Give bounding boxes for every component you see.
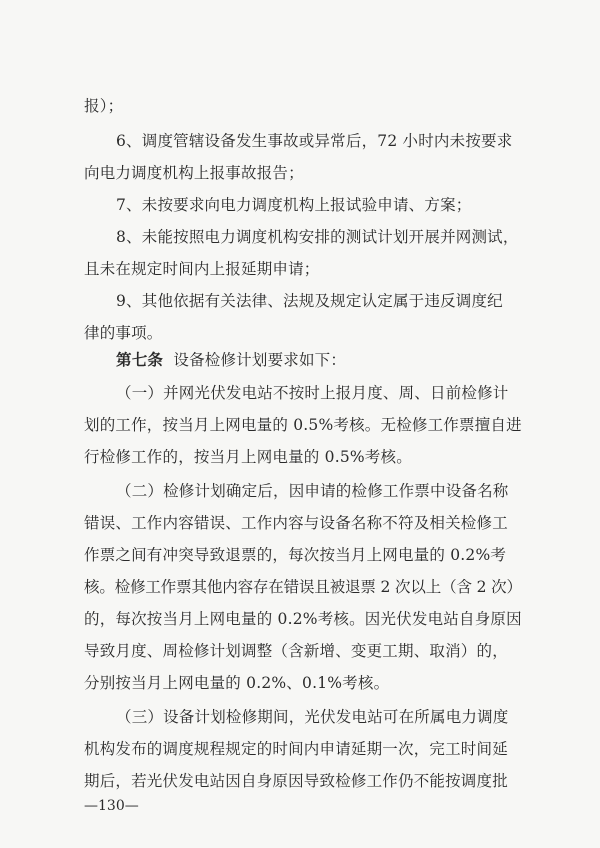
text-line: （二）检修计划确定后，因申请的检修工作票中设备名称 (116, 482, 509, 500)
text-line: 导致月度、周检修计划调整（含新增、变更工期、取消）的， (84, 642, 508, 660)
text-line: （一）并网光伏发电站不按时上报月度、周、日前检修计 (116, 384, 509, 402)
text-line: 8、未能按照电力调度机构安排的测试计划开展并网测试， (116, 228, 519, 246)
text-line: 核。检修工作票其他内容存在错误且被退票 2 次以上（含 2 次） (84, 578, 522, 596)
text-line: 期后，若光伏发电站因自身原因导致检修工作仍不能按调度批 (84, 772, 508, 790)
text-line: 分别按当月上网电量的 0.2%、0.1%考核。 (84, 674, 390, 692)
article-line (116, 350, 346, 370)
page-number: —130— (84, 798, 139, 814)
text-line: 机构发布的调度规程规定的时间内申请延期一次，完工时间延 (84, 740, 508, 758)
text-line: 7、未按要求向电力调度机构上报试验申请、方案； (116, 196, 472, 214)
text-line: 9、其他依据有关法律、法规及规定认定属于违反调度纪 (116, 292, 503, 310)
text-line: 作票之间有冲突导致退票的，每次按当月上网电量的 0.2%考 (84, 546, 507, 564)
text-line: 且未在规定时间内上报延期申请； (84, 260, 320, 278)
text-line: 错误、工作内容错误、工作内容与设备名称不符及相关检修工 (84, 514, 508, 532)
text-line: 划的工作，按当月上网电量的 0.5%考核。无检修工作票擅自进 (84, 416, 522, 434)
article-heading: 第七条 (116, 350, 164, 369)
text-line: 6、调度管辖设备发生事故或异常后，72 小时内未按要求 (116, 132, 513, 150)
text-line: 报）； (84, 97, 124, 115)
text-line: 行检修工作的，按当月上网电量的 0.5%考核。 (84, 448, 412, 466)
text-line: 律的事项。 (84, 324, 163, 342)
text-line: （三）设备计划检修期间，光伏发电站可在所属电力调度 (116, 708, 509, 726)
text-line: 的，每次按当月上网电量的 0.2%考核。因光伏发电站自身原因 (84, 610, 522, 628)
text-line: 向电力调度机构上报事故报告； (84, 164, 304, 182)
article-text: 设备检修计划要求如下： (173, 351, 347, 369)
